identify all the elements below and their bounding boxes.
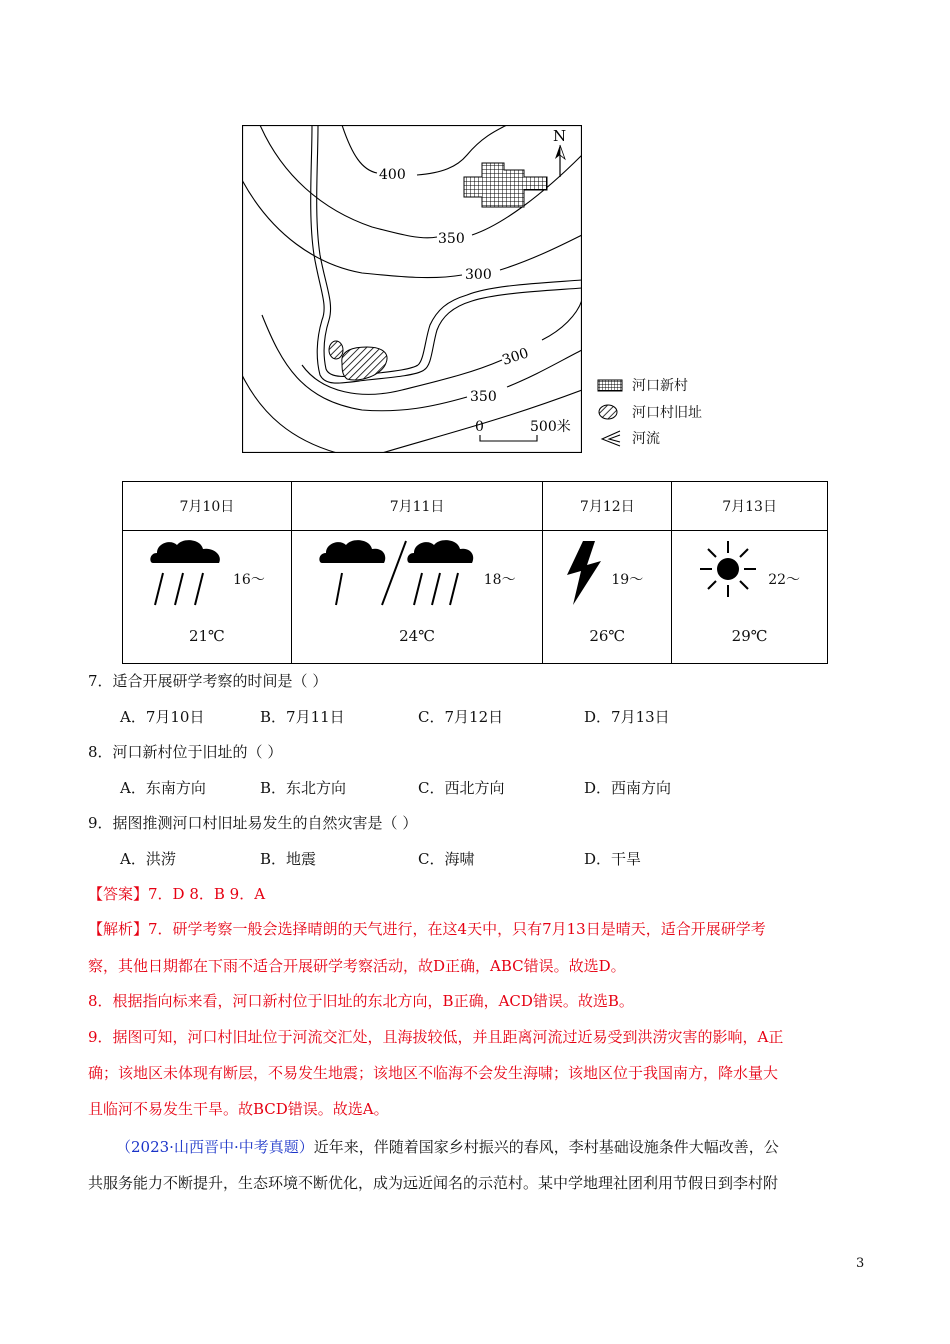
rain-to-rain-icon [316, 535, 476, 607]
question-stem-8: 8．河口新村位于旧址的（ ） [88, 743, 283, 761]
legend-label: 河口新村 [632, 378, 688, 394]
option-b: B．7月11日 [260, 708, 345, 726]
low-temp: 19～ [611, 572, 644, 588]
contour-label: 350 [438, 231, 465, 247]
analysis-line: 【解析】7．研学考察一般会选择晴朗的天气进行，在这4天中，只有7月13日是晴天，适合开展研学考 [88, 920, 766, 938]
legend-item-old-site [596, 402, 702, 422]
option-d: D．干旱 [584, 850, 642, 868]
map-legend [596, 372, 756, 452]
sun-icon [698, 539, 758, 599]
analysis-line: 8．根据指向标来看，河口新村位于旧址的东北方向，B正确，ACD错误。故选B。 [88, 992, 634, 1010]
high-temp: 21℃ [188, 627, 225, 645]
page-number: 3 [856, 1256, 865, 1271]
analysis-line: 且临河不易发生干旱。故BCD错误。故选A。 [88, 1100, 389, 1118]
date-cell: 7月12日 [543, 482, 672, 531]
analysis-line: 察，其他日期都在下雨不适合开展研学考察活动，故D正确，ABC错误。故选D。 [88, 957, 626, 975]
high-temp: 26℃ [589, 627, 626, 645]
low-temp: 18～ [483, 572, 516, 588]
analysis-line: 9．据图可知，河口村旧址位于河流交汇处，且海拔较低，并且距离河流过近易受到洪涝灾害的影响，A正 [88, 1028, 784, 1046]
weather-cell [123, 531, 292, 664]
option-b: B．东北方向 [260, 779, 347, 797]
option-c: C．海啸 [418, 850, 475, 868]
option-d: D．西南方向 [584, 779, 672, 797]
passage-line-2: 共服务能力不断提升，生态环境不断优化，成为远近闻名的示范村。某中学地理社团利用节假日到李村附 [88, 1174, 779, 1192]
low-temp: 16～ [233, 572, 265, 588]
option-c: C．西北方向 [418, 779, 505, 797]
date-cell: 7月11日 [291, 482, 543, 531]
legend-label: 河口村旧址 [632, 405, 702, 421]
question-stem-9: 9．据图推测河口村旧址易发生的自然灾害是（ ） [88, 814, 418, 832]
contour-label: 400 [379, 167, 406, 183]
question-stem-7: 7．适合开展研学考察的时间是（ ） [88, 672, 328, 690]
high-temp: 29℃ [731, 627, 768, 645]
old-village-site-small [329, 341, 343, 359]
option-d: D．7月13日 [584, 708, 670, 726]
contour-map [242, 125, 582, 453]
thunder-icon [565, 541, 605, 605]
scale-zero: 0 [475, 419, 484, 435]
contour-label: 300 [500, 345, 531, 369]
north-label: N [553, 127, 567, 145]
low-temp: 22～ [768, 572, 801, 588]
passage-text: 近年来，伴随着国家乡村振兴的春风，李村基础设施条件大幅改善，公 [313, 1138, 779, 1156]
weather-cell [543, 531, 672, 664]
legend-label: 河流 [632, 431, 660, 447]
date-cell: 7月13日 [672, 482, 828, 531]
weather-table [122, 481, 828, 664]
option-a: A．7月10日 [120, 708, 205, 726]
legend-item-new-village [596, 375, 688, 395]
answer-line: 【答案】7．D 8．B 9．A [88, 885, 266, 903]
rain-icon [147, 535, 227, 607]
diagonal-hatch-icon [596, 402, 626, 422]
analysis-line: 确；该地区未体现有断层，不易发生地震；该地区不临海不会发生海啸；该地区位于我国南方，降水量大 [88, 1064, 779, 1082]
option-a: A．洪涝 [120, 850, 176, 868]
option-c: C．7月12日 [418, 708, 504, 726]
passage-source: （2023·山西晋中·中考真题） [116, 1138, 314, 1156]
high-temp: 24℃ [399, 627, 435, 645]
option-a: A．东南方向 [120, 779, 206, 797]
passage-line-1 [116, 1136, 779, 1157]
contour-label: 350 [470, 389, 497, 405]
weather-cell [672, 531, 828, 664]
date-cell: 7月10日 [123, 482, 292, 531]
contour-label: 300 [465, 267, 492, 283]
grid-hatch-icon [596, 375, 626, 395]
option-b: B．地震 [260, 850, 317, 868]
river-icon [596, 428, 626, 448]
weather-cell [291, 531, 543, 664]
legend-item-river [596, 428, 660, 448]
scale-label: 500米 [530, 419, 571, 435]
